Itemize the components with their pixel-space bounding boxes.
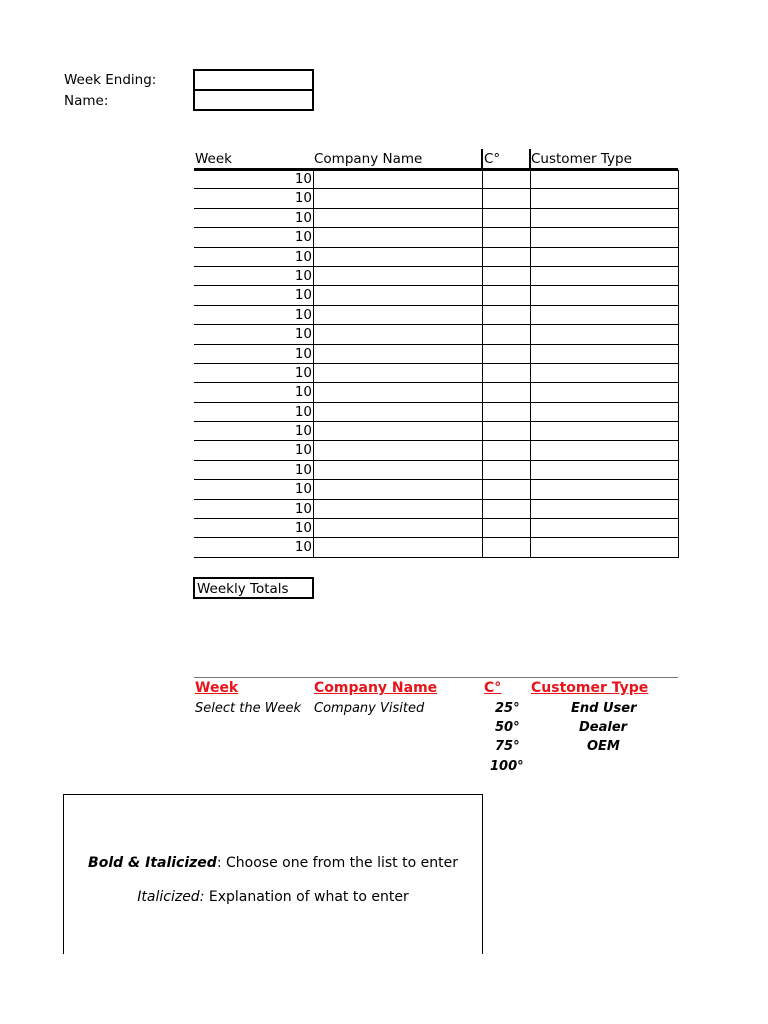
week-cell: 10: [294, 229, 312, 246]
table-row[interactable]: [194, 422, 678, 441]
legend-header-company: Company Name: [314, 680, 438, 696]
week-cell: 10: [294, 403, 312, 420]
legend-header-customer-type: Customer Type: [531, 680, 649, 696]
instructions-box: [63, 794, 483, 954]
week-cell: 10: [294, 442, 312, 459]
legend-c-option: 50°: [495, 720, 520, 735]
instruction-text: : Choose one from the list to enter: [216, 855, 458, 871]
table-row[interactable]: [194, 189, 678, 208]
instruction-emphasis-italic: Italicized:: [137, 889, 205, 905]
week-cell: 10: [294, 267, 312, 284]
week-cell: 10: [294, 209, 312, 226]
table-row[interactable]: [194, 286, 678, 305]
week-ending-label: Week Ending:: [64, 72, 157, 88]
week-cell: 10: [294, 500, 312, 517]
instruction-emphasis-bold-italic: Bold & Italicized: [88, 855, 217, 871]
week-cell: 10: [294, 461, 312, 478]
week-cell: 10: [294, 306, 312, 323]
legend-c-option: 75°: [495, 739, 520, 754]
week-cell: 10: [294, 384, 312, 401]
column-divider: [678, 170, 679, 558]
instruction-text: Explanation of what to enter: [204, 889, 409, 905]
weekly-totals-box: [193, 577, 314, 599]
table-row[interactable]: [194, 248, 678, 267]
legend-customer-type-option: Dealer: [579, 720, 628, 735]
header-divider: [481, 149, 483, 169]
header-c: C°: [484, 151, 501, 167]
week-ending-field[interactable]: [193, 69, 314, 91]
legend-customer-type-option: OEM: [587, 739, 620, 754]
week-cell: 10: [294, 248, 312, 265]
legend-c-option: 100°: [490, 759, 524, 774]
visit-table: [194, 170, 678, 558]
week-cell: 10: [294, 520, 312, 537]
name-label: Name:: [64, 93, 109, 109]
row-rule: [194, 170, 678, 171]
header-customer-type: Customer Type: [531, 151, 632, 167]
table-row[interactable]: [194, 403, 678, 422]
legend-c-option: 25°: [495, 701, 520, 716]
week-cell: 10: [294, 171, 312, 187]
table-row[interactable]: [194, 209, 678, 228]
legend-company-hint: Company Visited: [314, 701, 425, 716]
legend-week-hint: Select the Week: [195, 701, 302, 716]
table-header-row: [194, 150, 678, 170]
table-row[interactable]: [194, 500, 678, 519]
week-cell: 10: [294, 190, 312, 207]
header-company-name: Company Name: [314, 151, 423, 167]
column-divider: [313, 170, 314, 558]
table-row[interactable]: [194, 383, 678, 402]
header-week: Week: [195, 151, 232, 167]
table-row[interactable]: [194, 325, 678, 344]
table-row[interactable]: [194, 306, 678, 325]
header-divider: [529, 149, 531, 169]
column-divider: [530, 170, 531, 558]
table-row[interactable]: [194, 170, 678, 189]
table-row[interactable]: [194, 364, 678, 383]
table-row[interactable]: [194, 345, 678, 364]
table-row[interactable]: [194, 461, 678, 480]
week-cell: 10: [294, 364, 312, 381]
table-row[interactable]: [194, 519, 678, 538]
table-row[interactable]: [194, 228, 678, 247]
week-cell: 10: [294, 423, 312, 440]
legend-header-c: C°: [484, 680, 502, 696]
table-row[interactable]: [194, 441, 678, 460]
table-row[interactable]: [194, 480, 678, 499]
column-divider: [482, 170, 483, 558]
week-cell: 10: [294, 287, 312, 304]
instruction-line-1: [64, 855, 482, 871]
name-field[interactable]: [193, 89, 314, 111]
week-cell: 10: [294, 539, 312, 556]
weekly-totals-label: Weekly Totals: [197, 581, 289, 597]
legend-customer-type-option: End User: [571, 701, 637, 716]
week-cell: 10: [294, 481, 312, 498]
week-cell: 10: [294, 345, 312, 362]
legend-header-week: Week: [195, 680, 239, 696]
table-row[interactable]: [194, 538, 678, 557]
week-cell: 10: [294, 326, 312, 343]
table-row[interactable]: [194, 267, 678, 286]
instruction-line-2: [64, 889, 482, 905]
